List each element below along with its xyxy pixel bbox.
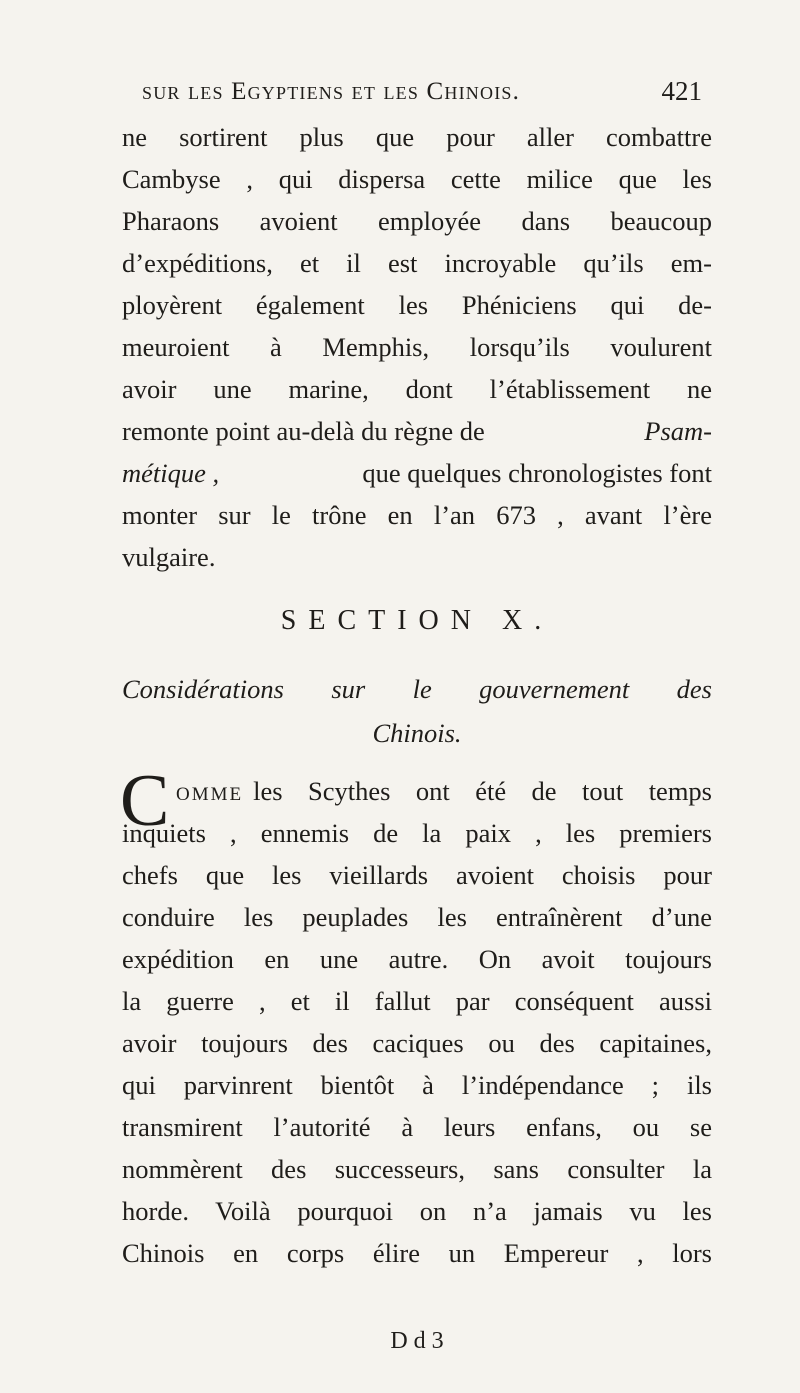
text-line: expédition en une autre. On avoit toujours [122,944,712,974]
text-line: inquiets , ennemis de la paix , les premiers [122,818,712,848]
italic-name: métique , [122,458,220,488]
paragraph-1 [122,116,712,578]
text-line: qui parvinrent bientôt à l’indépendance ; ils [122,1070,712,1100]
text-line: conduire les peuplades les entraînèrent d’une [122,902,712,932]
text-line [122,410,712,452]
running-title: sur les Egyptiens et les Chinois. [142,78,521,105]
text-line: nommèrent des successeurs, sans consulter la [122,1154,712,1184]
text-line: transmirent l’autorité à leurs enfans, ou se [122,1112,712,1142]
text-line [122,770,712,812]
italic-name: Psam- [644,416,712,446]
text-line: avoir toujours des caciques ou des capitaines, [122,1028,712,1058]
text-line: Chinois en corps élire un Empereur , lors [122,1238,712,1268]
text-segment: les Scythes ont été de tout temps [253,776,712,806]
drop-cap: C [120,760,170,842]
running-head [142,72,702,112]
text-line: chefs que les vieillards avoient choisis pour [122,860,712,890]
text-line: ployèrent également les Phéniciens qui de- [122,290,712,320]
paragraph-2 [120,760,712,1274]
page-number: 421 [661,76,702,106]
text-line: Pharaons avoient employée dans beaucoup [122,206,712,236]
signature-mark: D d 3 [390,1328,444,1354]
text-line: ne sortirent plus que pour aller combattre [122,122,712,152]
text-segment: remonte point au-delà du règne de [122,416,485,446]
first-word: omme [176,776,244,806]
text-line: vulgaire. [122,542,216,572]
text-line: meuroient à Memphis, lorsqu’ils voulurent [122,332,712,362]
text-line: monter sur le trône en l’an 673 , avant l’ère [122,500,712,530]
text-line: Cambyse , qui dispersa cette milice que les [122,164,712,194]
section-heading: SECTION X. [280,605,554,636]
subheading-line: Considérations sur le gouvernement des [122,674,712,704]
text-segment: que quelques chronologistes font [362,458,712,488]
text-line: horde. Voilà pourquoi on n’a jamais vu les [122,1196,712,1226]
section-subheading [122,668,712,756]
text-line: la guerre , et il fallut par conséquent aussi [122,986,712,1016]
text-line: avoir une marine, dont l’établissement ne [122,374,712,404]
text-line: d’expéditions, et il est incroyable qu’ils em- [122,248,712,278]
text-line [122,452,712,494]
subheading-line: Chinois. [372,718,462,748]
